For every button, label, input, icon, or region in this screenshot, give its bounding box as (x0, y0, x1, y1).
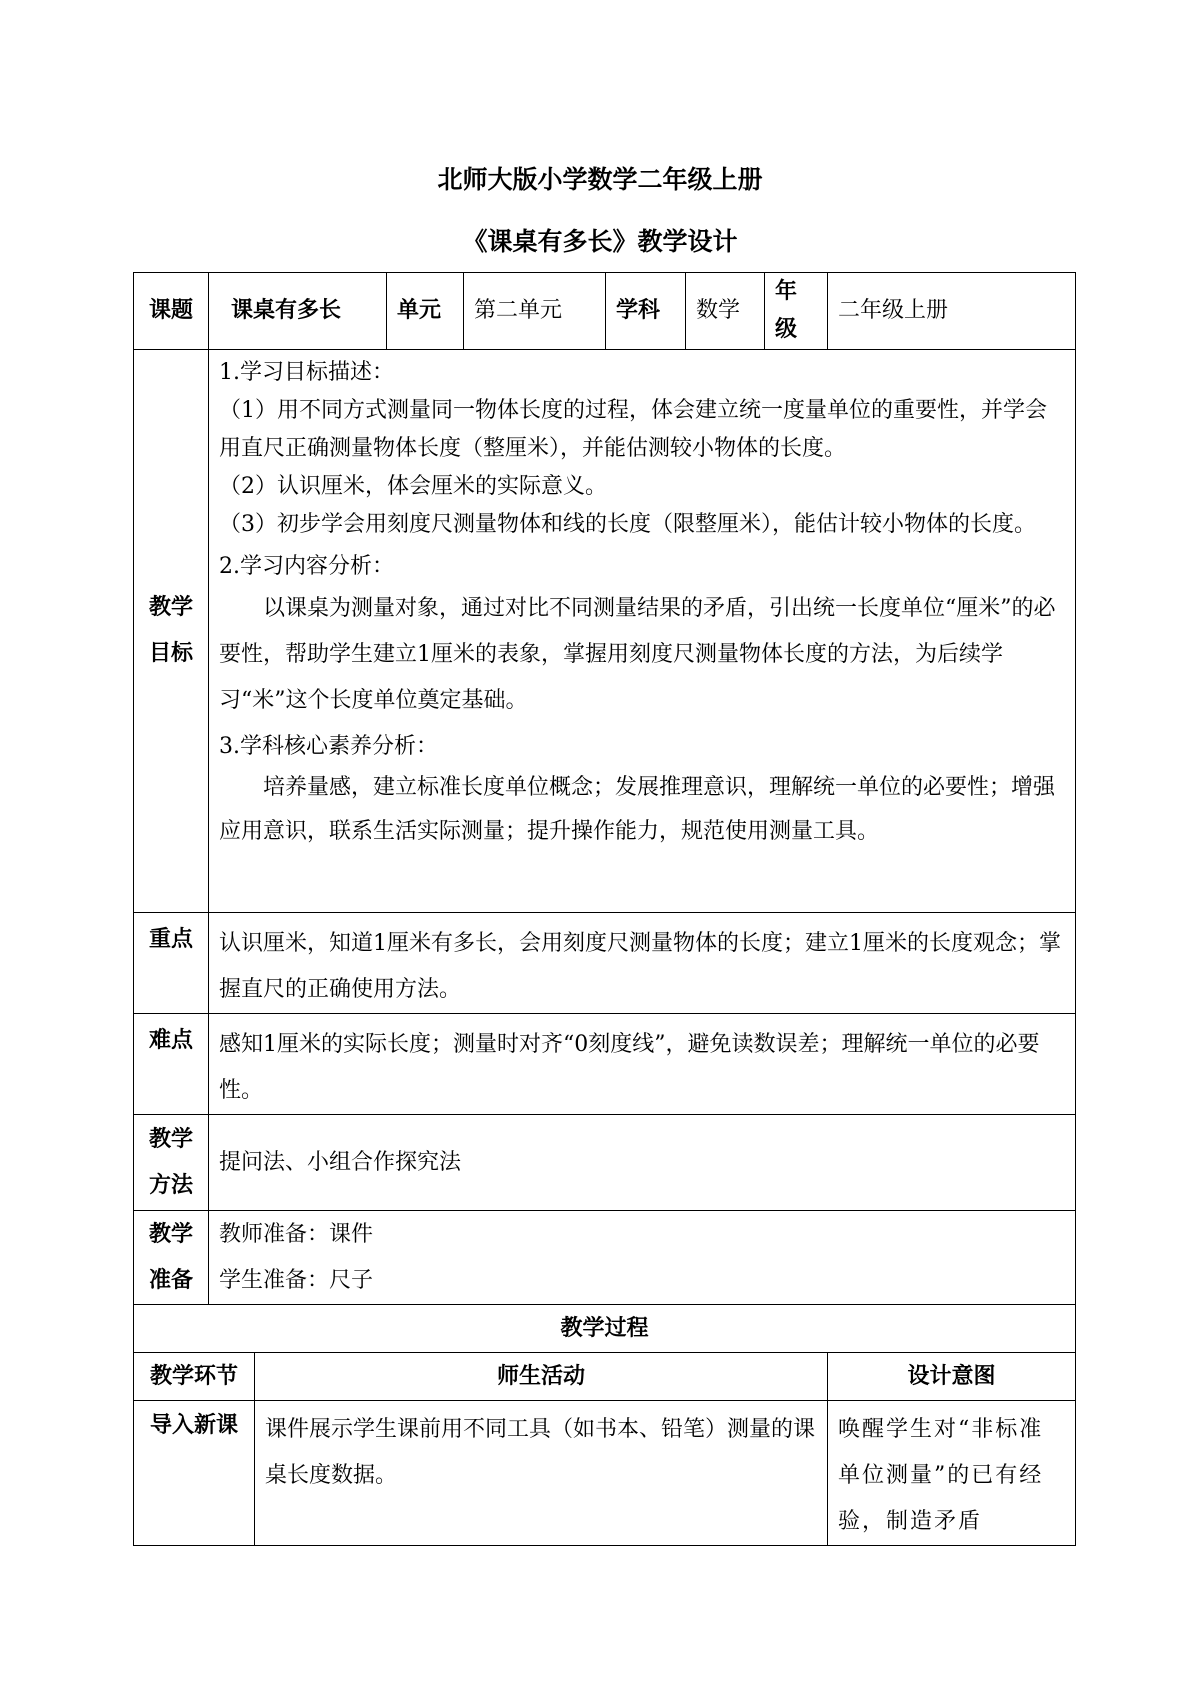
objectives-label (134, 350, 209, 913)
process-stage: 导入新课 (134, 1401, 255, 1546)
subject-value: 数学 (686, 273, 765, 350)
objectives-item-1: （1）用不同方式测量同一物体长度的过程，体会建立统一度量单位的重要性，并学会用直尺正确测量物体长度（整厘米），并能估测较小物体的长度。 (219, 398, 1047, 461)
objectives-section3-title: 3.学科核心素养分析： (219, 734, 438, 759)
objectives-item-3: （3）初步学会用刻度尺测量物体和线的长度（限整厘米），能估计较小物体的长度。 (219, 512, 1036, 537)
unit-label: 单元 (387, 273, 464, 350)
objectives-label-line1: 教学 (148, 595, 193, 620)
lesson-plan-table (133, 272, 1076, 1546)
methods-label (134, 1115, 209, 1211)
col-stage-header: 教学环节 (134, 1353, 255, 1401)
difficulties-text: 感知1厘米的实际长度；测量时对齐“0刻度线”，避免读数误差；理解统一单位的必要性。 (209, 1014, 1076, 1115)
process-activity: 课件展示学生课前用不同工具（如书本、铅笔）测量的课桌长度数据。 (255, 1401, 828, 1546)
objectives-section2-title: 2.学习内容分析： (219, 554, 394, 579)
objectives-label-line2: 目标 (148, 641, 193, 666)
objectives-section3-text: 培养量感，建立标准长度单位概念；发展推理意识，理解统一单位的必要性；增强应用意识，联系生活实际测量；提升操作能力，规范使用测量工具。 (219, 775, 1056, 844)
methods-label-line2: 方法 (148, 1172, 193, 1198)
preparation-teacher: 教师准备：课件 (219, 1221, 374, 1247)
process-header: 教学过程 (134, 1305, 1076, 1353)
objectives-section1-title: 1.学习目标描述： (219, 360, 394, 385)
document-title: 北师大版小学数学二年级上册 (437, 165, 763, 194)
key-points-row (134, 913, 1076, 1014)
process-column-headers (134, 1353, 1076, 1401)
preparation-label-line1: 教学 (148, 1221, 193, 1247)
preparation-label-line2: 准备 (148, 1267, 193, 1293)
col-intent-header: 设计意图 (828, 1353, 1076, 1401)
preparation-student: 学生准备：尺子 (219, 1267, 374, 1293)
process-row (134, 1401, 1076, 1546)
methods-text: 提问法、小组合作探究法 (209, 1115, 1076, 1211)
objectives-section2-text: 以课桌为测量对象，通过对比不同测量结果的矛盾，引出统一长度单位“厘米”的必要性，帮助学生建立1厘米的表象，掌握用刻度尺测量物体长度的方法，为后续学习“米”这个长度单位奠定基础。 (219, 596, 1056, 713)
objectives-row (134, 350, 1076, 913)
key-points-label: 重点 (134, 913, 209, 1014)
grade-label: 年级 (765, 273, 828, 350)
difficulties-label: 难点 (134, 1014, 209, 1115)
objectives-item-2: （2）认识厘米，体会厘米的实际意义。 (219, 474, 607, 499)
process-header-row (134, 1305, 1076, 1353)
grade-value: 二年级上册 (828, 273, 1076, 350)
unit-value: 第二单元 (464, 273, 606, 350)
methods-label-line1: 教学 (148, 1126, 193, 1152)
preparation-row (134, 1211, 1076, 1305)
preparation-label (134, 1211, 209, 1305)
difficulties-row (134, 1014, 1076, 1115)
objectives-content (209, 350, 1076, 913)
subject-label: 学科 (606, 273, 686, 350)
key-points-text: 认识厘米，知道1厘米有多长，会用刻度尺测量物体的长度；建立1厘米的长度观念；掌握直尺的正确使用方法。 (209, 913, 1076, 1014)
document-subtitle: 《课桌有多长》教学设计 (462, 227, 738, 256)
methods-row (134, 1115, 1076, 1211)
topic-label: 课题 (134, 273, 209, 350)
col-activity-header: 师生活动 (255, 1353, 828, 1401)
process-intent: 唤醒学生对“非标准单位测量”的已有经验，制造矛盾 (828, 1401, 1076, 1546)
preparation-content (209, 1211, 1076, 1305)
topic-value: 课桌有多长 (209, 273, 387, 350)
info-row (134, 273, 1076, 350)
